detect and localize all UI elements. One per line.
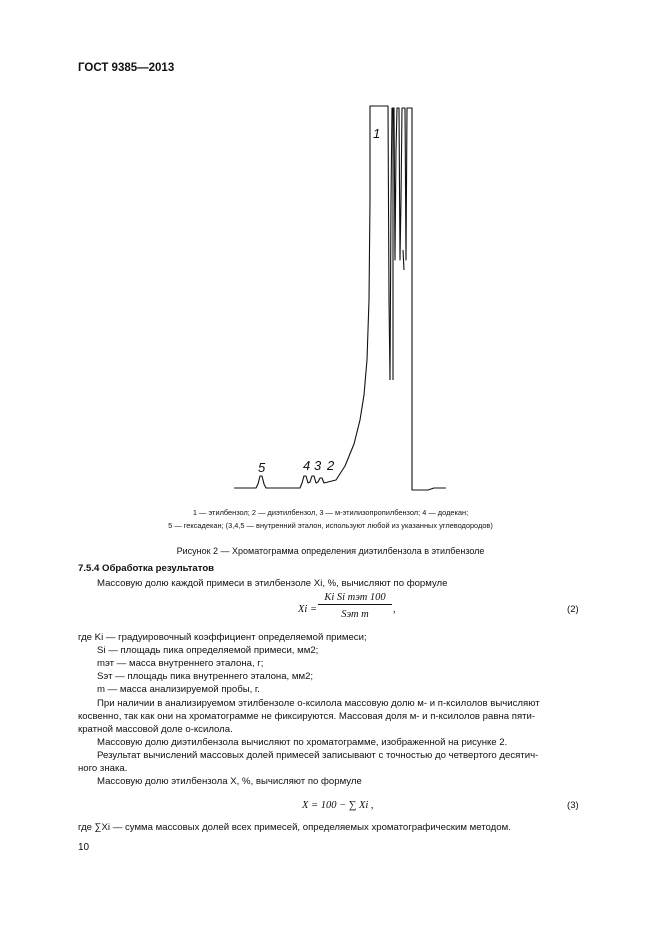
figure-legend-line-2: 5 — гексадекан; (3,4,5 — внутренний эталон, используют любой из указанных углеводородов) bbox=[168, 521, 493, 530]
peak-label-1: 1 bbox=[373, 126, 381, 141]
equation-number-3: (3) bbox=[567, 800, 579, 811]
chromatogram-trace bbox=[234, 106, 390, 488]
peak-label-4: 4 bbox=[303, 458, 311, 473]
paragraph-line-2: косвенно, так как они на хроматограмме не фиксируются. Массовая доля м- и п-ксилолов равна пяти- bbox=[78, 711, 536, 722]
formula-2-numerator: Ki Si mэт 100 bbox=[318, 592, 392, 605]
paragraph-line-6: ного знака. bbox=[78, 763, 128, 774]
page-number: 10 bbox=[78, 842, 90, 853]
section-title: 7.5.4 Обработка результатов bbox=[78, 563, 215, 574]
peak-label-2: 2 bbox=[327, 458, 335, 473]
formula-2-tail: , bbox=[393, 604, 396, 615]
definition-1: где Ki — градуировочный коэффициент определяемой примеси; bbox=[78, 632, 367, 643]
peak-label-5: 5 bbox=[258, 460, 266, 475]
paragraph-line-5: Результат вычислений массовых долей примесей записывают с точностью до четвертого десятич- bbox=[97, 750, 539, 761]
formula-2-denominator: Sэт m bbox=[341, 609, 369, 620]
final-line: где ∑Xi — сумма массовых долей всех примесей, определяемых хроматографическим методом. bbox=[78, 822, 511, 833]
formula-2-lhs: Xi = bbox=[298, 604, 318, 615]
definition-5: m — масса анализируемой пробы, г. bbox=[97, 684, 260, 695]
paragraph-line-7: Массовую долю этилбензола X, %, вычисляют по формуле bbox=[97, 776, 362, 787]
paragraph-line-4: Массовую долю диэтилбензола вычисляют по хроматограмме, изображенной на рисунке 2. bbox=[97, 737, 508, 748]
paragraph-line-1: При наличии в анализируемом этилбензоле о-ксилола массовую долю м- и п-ксилолов вычисляют bbox=[97, 698, 540, 709]
peak-label-3: 3 bbox=[314, 458, 322, 473]
formula-3: X = 100 − ∑ Xi , bbox=[302, 800, 374, 811]
definition-2: Si — площадь пика определяемой примеси, мм2; bbox=[97, 645, 319, 656]
figure-caption: Рисунок 2 — Хроматограмма определения диэтилбензола в этилбензоле bbox=[176, 546, 485, 556]
peak-tail bbox=[409, 108, 446, 490]
document-header: ГОСТ 9385—2013 bbox=[78, 62, 175, 74]
definition-4: Sэт — площадь пика внутреннего эталона, мм2; bbox=[97, 671, 314, 682]
figure-legend-line-1: 1 — этилбензол; 2 — диэтилбензол, 3 — м-этилизопропилбензол; 4 — додекан; bbox=[192, 508, 469, 517]
paragraph-line-3: кратной массовой доле о-ксилола. bbox=[78, 724, 233, 735]
definition-3: mэт — масса внутреннего эталона, г; bbox=[97, 658, 264, 669]
intro-text: Массовую долю каждой примеси в этилбензоле Xi, %, вычисляют по формуле bbox=[97, 578, 448, 589]
equation-number-2: (2) bbox=[567, 604, 579, 615]
